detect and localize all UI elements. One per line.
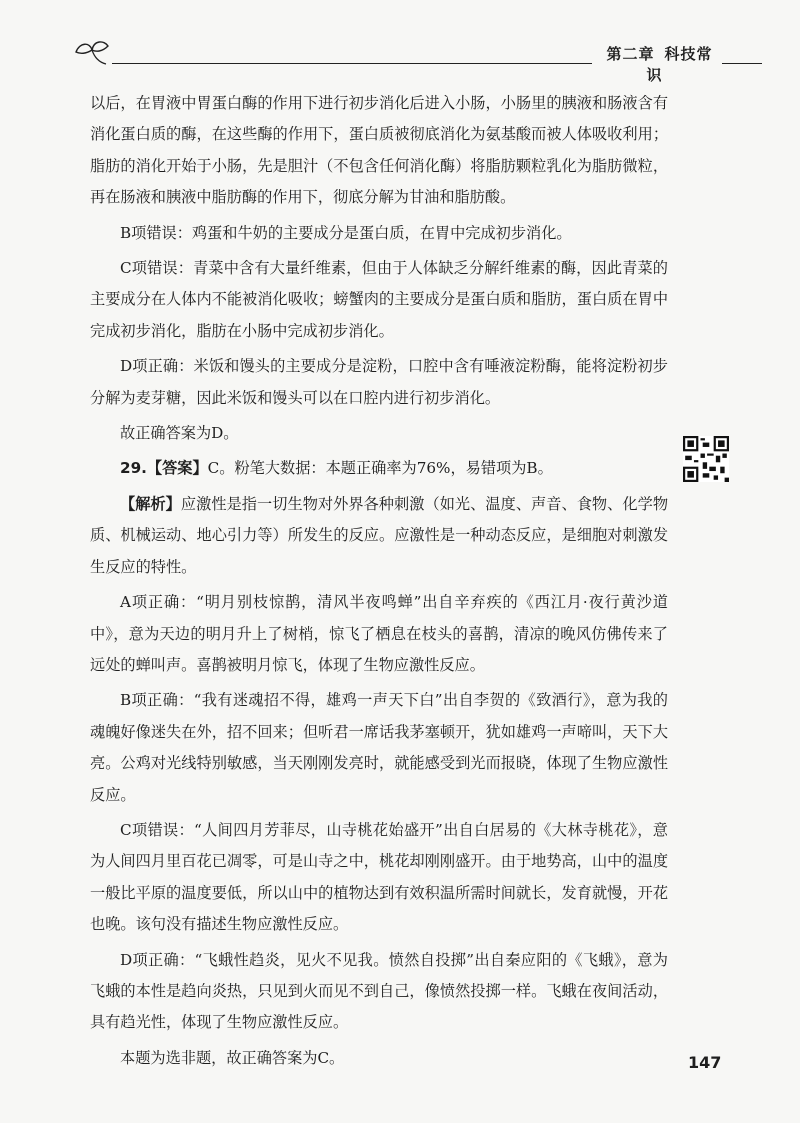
running-header xyxy=(592,43,722,85)
paragraph: 本题为选非题，故正确答案为C。 xyxy=(120,1048,345,1067)
answer-text: C。粉笔大数据：本题正确率为76%，易错项为B。 xyxy=(207,459,553,478)
answer-content xyxy=(90,88,668,1078)
analysis-text: 应激性是指一切生物对外界各种刺激（如光、温度、声音、食物、化学物质、机械运动、地心引力等）所发生的反应。应激性是一种动态反应，是细胞对刺激发生反应的特性。 xyxy=(90,494,669,576)
paragraph: D项正确：米饭和馒头的主要成分是淀粉，口腔中含有唾液淀粉酶，能将淀粉初步分解为麦芽糖，因此米饭和馒头可以在口腔内进行初步消化。 xyxy=(90,357,668,407)
paragraph: A项正确：“明月别枝惊鹊，清风半夜鸣蝉”出自辛弃疾的《西江月·夜行黄沙道中》，意为天边的明月升上了树梢，惊飞了栖息在枝头的喜鹊，清凉的晚风仿佛传来了远处的蝉叫声。喜鹊被明月惊飞，体现了生物应激性反应。 xyxy=(90,593,668,674)
analysis-tag: 【解析】 xyxy=(120,494,181,513)
paragraph: 以后，在胃液中胃蛋白酶的作用下进行初步消化后进入小肠，小肠里的胰液和肠液含有消化蛋白质的酶，在这些酶的作用下，蛋白质被彻底消化为氨基酸而被人体吸收利用；脂肪的消化开始于小肠，先是胆汁（不包含任何消化酶）将脂肪颗粒乳化为脂肪微粒，再在肠液和胰液中脂肪酶的作用下，彻底分解为甘油和脂肪酸。 xyxy=(90,94,668,207)
chapter-label: 第二章 xyxy=(606,45,655,63)
paragraph: C项错误：“人间四月芳菲尽，山寺桃花始盛开”出自白居易的《大林寺桃花》，意为人间四月里百花已凋零，可是山寺之中，桃花却刚刚盛开。由于地势高，山中的温度一般比平原的温度要低，所以山中的植物达到有效积温所需时间就长，发育就慢，开花也晚。该句没有描述生物应激性反应。 xyxy=(90,820,668,934)
page-number: 147 xyxy=(688,1053,722,1072)
paragraph: B项错误：鸡蛋和牛奶的主要成分是蛋白质，在胃中完成初步消化。 xyxy=(120,223,572,242)
leaf-icon xyxy=(72,34,112,68)
page-header xyxy=(72,34,762,84)
paragraph: C项错误：青菜中含有大量纤维素，但由于人体缺乏分解纤维素的酶，因此青菜的主要成分在人体内不能被消化吸收；螃蟹肉的主要成分是蛋白质和脂肪，蛋白质在胃中完成初步消化，脂肪在小肠中完成初步消化。 xyxy=(90,259,668,340)
paragraph: D项正确：“飞蛾性趋炎，见火不见我。愤然自投掷”出自秦应阳的《飞蛾》，意为飞蛾的本性是趋向炎热，只见到火而见不到自己，像愤然投掷一样。飞蛾在夜间活动，具有趋光性，体现了生物应激性反应。 xyxy=(90,950,668,1032)
paragraph: B项正确：“我有迷魂招不得，雄鸡一声天下白”出自李贺的《致酒行》，意为我的魂魄好像迷失在外，招不回来；但听君一席话我茅塞顿开，犹如雄鸡一声啼叫，天下大亮。公鸡对光线特别敏感，当天刚刚发亮时，就能感受到光而报晓，体现了生物应激性反应。 xyxy=(90,691,668,804)
answer-line xyxy=(90,453,668,484)
answer-tag: 29.【答案】 xyxy=(120,459,208,478)
qr-code-icon[interactable] xyxy=(683,436,729,482)
analysis-paragraph xyxy=(90,489,668,583)
paragraph: 故正确答案为D。 xyxy=(120,424,239,443)
section-label: 科技常识 xyxy=(646,45,713,84)
